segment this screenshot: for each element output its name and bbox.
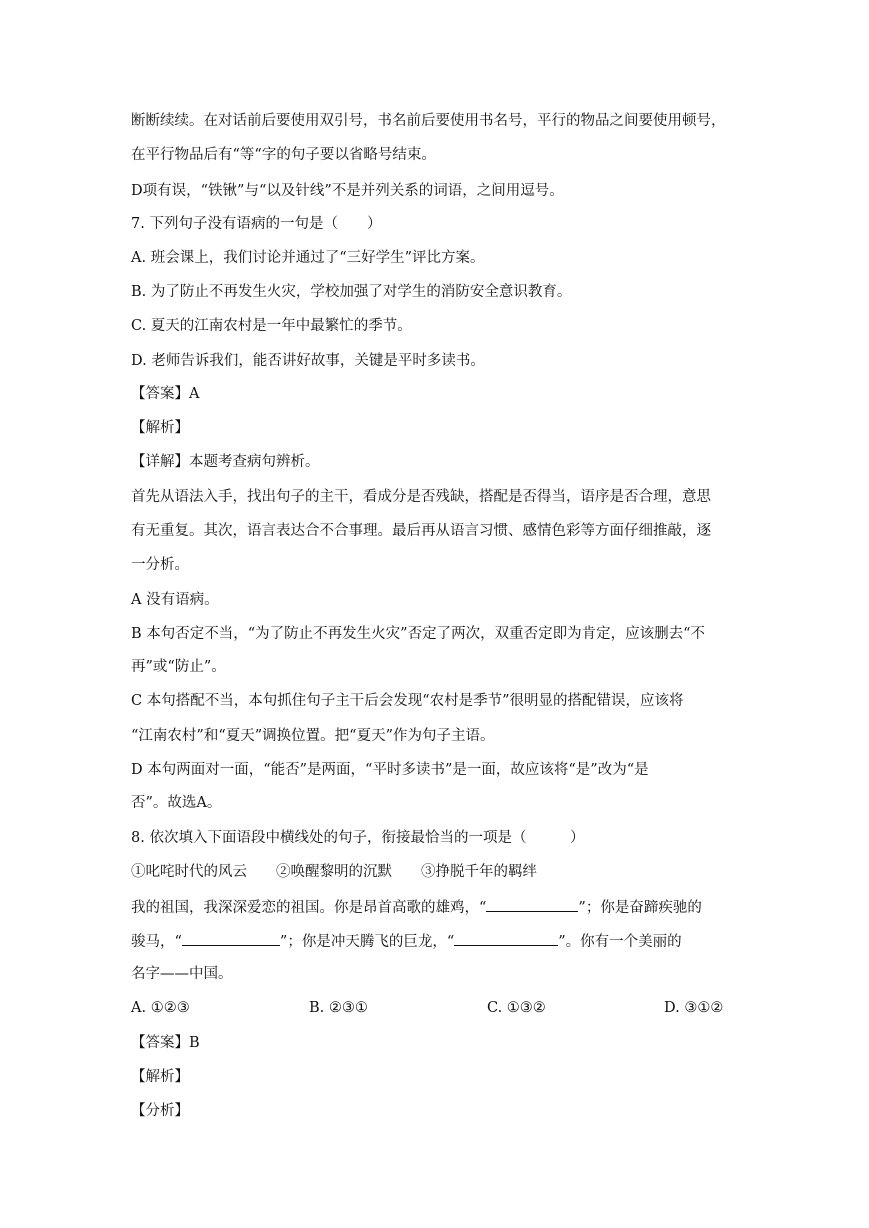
- analysis-sub-label: 【分析】: [131, 1103, 189, 1119]
- question-8-option-c: C. ①③②: [487, 1000, 546, 1016]
- question-8-option-a: A. ①②③: [131, 1000, 190, 1016]
- analysis-label: 【解析】: [131, 420, 189, 436]
- question-7-option-a: A. 班会课上，我们讨论并通过了“三好学生”评比方案。: [131, 250, 485, 266]
- text-line: 再”或“防止”。: [131, 659, 226, 675]
- text-line: 断断续续。在对话前后要使用双引号，书名前后要使用书名号，平行的物品之间要使用顿号，: [131, 113, 726, 129]
- text-line: 一分析。: [131, 557, 189, 573]
- text-line: A 没有语病。: [131, 592, 219, 608]
- fill-paragraph-line-3: 名字——中国。: [131, 966, 233, 982]
- question-7-option-c: C. 夏天的江南农村是一年中最繁忙的季节。: [131, 318, 412, 334]
- question-8-choices: ①叱咤时代的风云 ②唤醒黎明的沉默 ③挣脱千年的羁绊: [131, 864, 537, 880]
- text-line: 否”。故选A。: [131, 795, 222, 811]
- question-8-stem: 8. 依次填入下面语段中横线处的句子，衔接最恰当的一项是（ ）: [131, 830, 585, 846]
- text-line: D项有误，“铁锹”与“以及针线”不是并列关系的词语，之间用逗号。: [131, 183, 564, 199]
- text-line: 首先从语法入手，找出句子的主干，看成分是否残缺，搭配是否得当，语序是否合理，意思: [131, 489, 711, 505]
- answer-label: 【答案】B: [131, 1035, 200, 1051]
- question-8-option-b: B. ②③①: [309, 1000, 368, 1016]
- question-7-stem: 7. 下列句子没有语病的一句是（ ）: [131, 216, 382, 232]
- blank-2: [182, 931, 280, 946]
- fill-paragraph-line-1: 我的祖国，我深深爱恋的祖国。你是昂首高歌的雄鸡，“ ”；你是奋蹄疾驰的: [131, 897, 741, 917]
- fill-paragraph-line-2: 骏马，“ ”；你是冲天腾飞的巨龙，“ ”。你有一个美丽的: [131, 931, 741, 951]
- text-line: C 本句搭配不当，本句抓住句子主干后会发现“农村是季节”很明显的搭配错误，应该将: [131, 693, 684, 709]
- blank-1: [486, 897, 578, 912]
- analysis-label: 【解析】: [131, 1069, 189, 1085]
- text-line: “江南农村”和“夏天”调换位置。把“夏天”作为句子主语。: [131, 728, 495, 744]
- text-line: 在平行物品后有“等“字的句子要以省略号结束。: [131, 147, 436, 163]
- blank-3: [454, 931, 558, 946]
- text-line: B 本句否定不当，“为了防止不再发生火灾”否定了两次，双重否定即为肯定，应该删去“不: [131, 626, 705, 642]
- question-7-option-d: D. 老师告诉我们，能否讲好故事，关键是平时多读书。: [131, 353, 485, 369]
- question-8-option-d: D. ③①②: [664, 1000, 724, 1016]
- question-7-option-b: B. 为了防止不再发生火灾，学校加强了对学生的消防安全意识教育。: [131, 284, 572, 300]
- text-line: 有无重复。其次，语言表达合不合事理。最后再从语言习惯、感情色彩等方面仔细推敲，逐: [131, 523, 711, 539]
- detail-label: 【详解】本题考查病句辨析。: [131, 454, 320, 470]
- text-line: D 本句两面对一面，“能否”是两面，“平时多读书”是一面，故应该将“是”改为“是: [131, 762, 649, 778]
- answer-label: 【答案】A: [131, 386, 200, 402]
